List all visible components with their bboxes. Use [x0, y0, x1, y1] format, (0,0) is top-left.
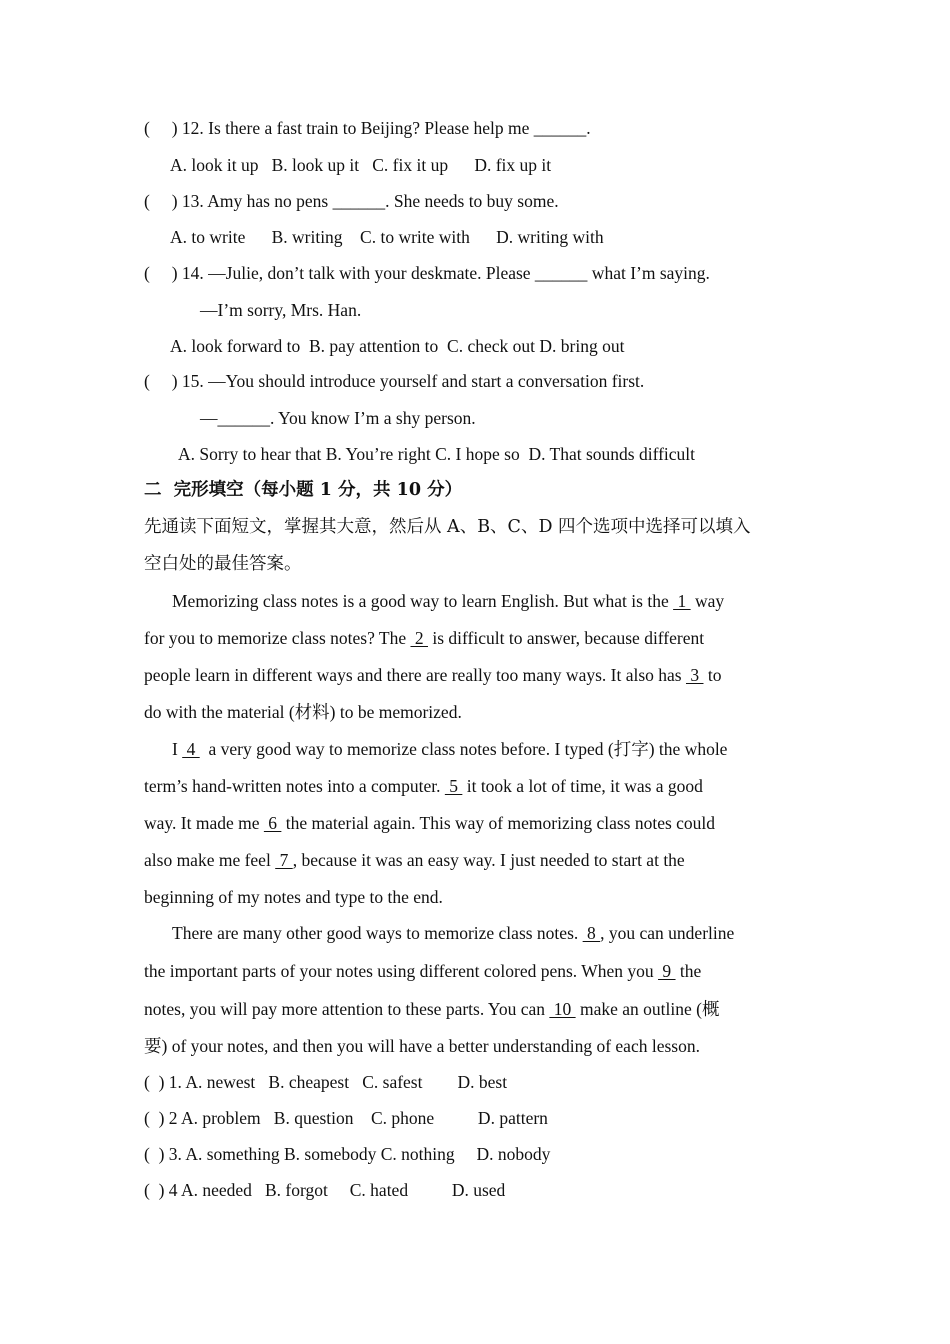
blank-8: 8: [582, 923, 601, 943]
passage-line: people learn in different ways and there are really too many ways. It also has 3 to: [144, 665, 722, 685]
passage-line: notes, you will pay more attention to these parts. You can 10 make an outline (概: [144, 999, 720, 1019]
question-14-options: A. look forward to B. pay attention to C. check out D. bring out: [170, 336, 625, 356]
question-13-stem: ( ) 13. Amy has no pens ______. She needs to buy some.: [144, 191, 559, 211]
question-15-stem: ( ) 15. —You should introduce yourself and start a conversation first.: [144, 371, 645, 391]
passage-line: for you to memorize class notes? The 2 is difficult to answer, because different: [144, 628, 705, 648]
passage-line: term’s hand-written notes into a computer. 5 it took a lot of time, it was a good: [144, 776, 703, 796]
passage-line: beginning of my notes and type to the end.: [144, 887, 443, 907]
passage-line: Memorizing class notes is a good way to learn English. But what is the 1 way: [172, 591, 725, 611]
question-15-options: A. Sorry to hear that B. You’re right C. I hope so D. That sounds difficult: [178, 444, 696, 464]
cloze-option-3: ( ) 3. A. something B. somebody C. nothing D. nobody: [144, 1144, 551, 1164]
cloze-option-2: ( ) 2 A. problem B. question C. phone D. pattern: [144, 1108, 548, 1128]
blank-6: 6: [263, 813, 282, 833]
passage-line: also make me feel 7 , because it was an easy way. I just needed to start at the: [144, 850, 685, 870]
blank-1: 1: [673, 591, 691, 611]
cloze-option-1: ( ) 1. A. newest B. cheapest C. safest D. best: [144, 1072, 508, 1092]
question-14-stem: ( ) 14. —Julie, don’t talk with your deskmate. Please ______ what I’m saying.: [144, 263, 710, 283]
section-instruction: 先通读下面短文，掌握其大意，然后从 A、B、C、D 四个选项中选择可以填入: [144, 517, 751, 537]
section-instruction-cont: 空白处的最佳答案。: [144, 554, 302, 574]
question-12-stem: ( ) 12. Is there a fast train to Beijing? Please help me ______.: [144, 118, 591, 138]
question-13-options: A. to write B. writing C. to write with D. writing with: [170, 227, 604, 247]
section-heading: 二 完形填空（每小题 1 分，共 10 分）: [144, 480, 463, 500]
blank-2: 2: [410, 628, 428, 648]
passage-line: the important parts of your notes using different colored pens. When you 9 the: [144, 961, 702, 981]
passage-line: way. It made me 6 the material again. This way of memorizing class notes could: [144, 813, 716, 833]
passage-line: There are many other good ways to memorize class notes. 8 , you can underline: [172, 923, 735, 943]
blank-5: 5: [444, 776, 463, 796]
question-15-reply: —______. You know I’m a shy person.: [200, 408, 476, 428]
question-14-reply: —I’m sorry, Mrs. Han.: [200, 300, 362, 320]
passage-line: I 4 a very good way to memorize class notes before. I typed (打字) the whole: [172, 739, 728, 759]
passage-line: do with the material (材料) to be memorized.: [144, 702, 462, 722]
blank-9: 9: [658, 961, 676, 981]
blank-3: 3: [685, 665, 704, 685]
question-12-options: A. look it up B. look up it C. fix it up D. fix up it: [170, 155, 552, 175]
cloze-option-4: ( ) 4 A. needed B. forgot C. hated D. used: [144, 1180, 506, 1200]
passage-line: 要) of your notes, and then you will have a better understanding of each lesson.: [144, 1036, 700, 1056]
blank-7: 7: [275, 850, 293, 870]
blank-10: 10: [549, 999, 576, 1019]
blank-4: 4: [182, 739, 200, 759]
